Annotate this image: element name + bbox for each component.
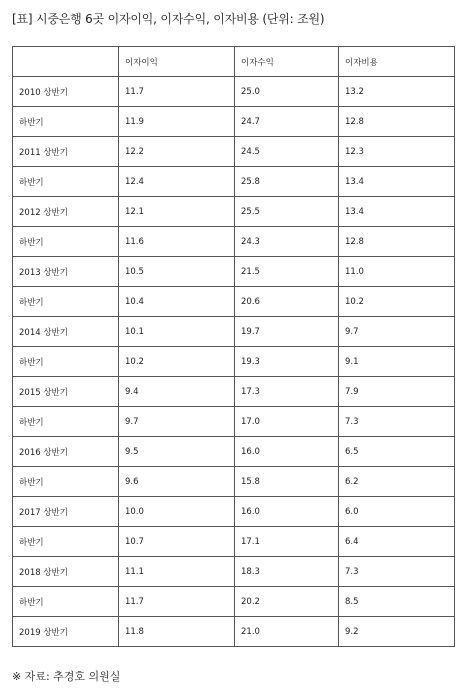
expense-cell: 10.2	[339, 287, 455, 317]
expense-cell: 6.0	[339, 497, 455, 527]
table-row	[13, 137, 455, 167]
period-cell: 하반기	[13, 347, 119, 377]
period-cell: 2010 상반기	[13, 77, 119, 107]
expense-cell: 11.0	[339, 257, 455, 287]
net-income-cell: 10.2	[119, 347, 235, 377]
table-row	[13, 437, 455, 467]
expense-cell: 7.3	[339, 407, 455, 437]
net-income-cell: 12.4	[119, 167, 235, 197]
period-cell: 하반기	[13, 107, 119, 137]
revenue-cell: 24.7	[235, 107, 339, 137]
expense-cell: 8.5	[339, 587, 455, 617]
source-note: ※ 자료: 추경호 의원실	[12, 670, 121, 683]
revenue-cell: 20.6	[235, 287, 339, 317]
table-row	[13, 407, 455, 437]
table-row	[13, 347, 455, 377]
net-income-cell: 11.9	[119, 107, 235, 137]
table-row	[13, 317, 455, 347]
period-cell: 하반기	[13, 587, 119, 617]
period-cell: 2014 상반기	[13, 317, 119, 347]
net-income-cell: 10.0	[119, 497, 235, 527]
period-cell: 2016 상반기	[13, 437, 119, 467]
expense-cell: 13.4	[339, 197, 455, 227]
table-row	[13, 587, 455, 617]
revenue-cell: 20.2	[235, 587, 339, 617]
net-income-cell: 10.7	[119, 527, 235, 557]
revenue-cell: 16.0	[235, 437, 339, 467]
revenue-cell: 24.5	[235, 137, 339, 167]
table-row	[13, 527, 455, 557]
table-row	[13, 377, 455, 407]
period-cell: 2017 상반기	[13, 497, 119, 527]
header-interest-revenue: 이자수익	[235, 47, 339, 77]
period-cell: 2012 상반기	[13, 197, 119, 227]
net-income-cell: 9.5	[119, 437, 235, 467]
table-row	[13, 77, 455, 107]
net-income-cell: 11.7	[119, 77, 235, 107]
expense-cell: 9.1	[339, 347, 455, 377]
net-income-cell: 11.6	[119, 227, 235, 257]
period-cell: 하반기	[13, 227, 119, 257]
period-cell: 하반기	[13, 287, 119, 317]
period-cell: 2013 상반기	[13, 257, 119, 287]
net-income-cell: 9.7	[119, 407, 235, 437]
table-row	[13, 287, 455, 317]
expense-cell: 12.8	[339, 107, 455, 137]
expense-cell: 7.9	[339, 377, 455, 407]
revenue-cell: 25.8	[235, 167, 339, 197]
net-income-cell: 9.4	[119, 377, 235, 407]
expense-cell: 13.2	[339, 77, 455, 107]
revenue-cell: 24.3	[235, 227, 339, 257]
period-cell: 2011 상반기	[13, 137, 119, 167]
revenue-cell: 17.0	[235, 407, 339, 437]
expense-cell: 6.4	[339, 527, 455, 557]
net-income-cell: 9.6	[119, 467, 235, 497]
expense-cell: 13.4	[339, 167, 455, 197]
expense-cell: 9.2	[339, 617, 455, 647]
period-cell: 하반기	[13, 467, 119, 497]
expense-cell: 7.3	[339, 557, 455, 587]
net-income-cell: 12.2	[119, 137, 235, 167]
net-income-cell: 10.1	[119, 317, 235, 347]
table-row	[13, 227, 455, 257]
header-interest-income-net: 이자이익	[119, 47, 235, 77]
expense-cell: 6.2	[339, 467, 455, 497]
expense-cell: 9.7	[339, 317, 455, 347]
table-row	[13, 257, 455, 287]
table-row	[13, 557, 455, 587]
expense-cell: 6.5	[339, 437, 455, 467]
table-row	[13, 497, 455, 527]
header-period	[13, 47, 119, 77]
revenue-cell: 21.5	[235, 257, 339, 287]
net-income-cell: 11.7	[119, 587, 235, 617]
expense-cell: 12.8	[339, 227, 455, 257]
net-income-cell: 11.8	[119, 617, 235, 647]
header-row	[13, 47, 455, 77]
net-income-cell: 10.5	[119, 257, 235, 287]
table-row	[13, 617, 455, 647]
revenue-cell: 21.0	[235, 617, 339, 647]
revenue-cell: 15.8	[235, 467, 339, 497]
table-row	[13, 107, 455, 137]
revenue-cell: 17.1	[235, 527, 339, 557]
period-cell: 하반기	[13, 527, 119, 557]
revenue-cell: 25.5	[235, 197, 339, 227]
revenue-cell: 19.3	[235, 347, 339, 377]
net-income-cell: 11.1	[119, 557, 235, 587]
expense-cell: 12.3	[339, 137, 455, 167]
period-cell: 2015 상반기	[13, 377, 119, 407]
revenue-cell: 18.3	[235, 557, 339, 587]
revenue-cell: 16.0	[235, 497, 339, 527]
revenue-cell: 17.3	[235, 377, 339, 407]
period-cell: 하반기	[13, 407, 119, 437]
net-income-cell: 12.1	[119, 197, 235, 227]
period-cell: 2019 상반기	[13, 617, 119, 647]
table-row	[13, 197, 455, 227]
table-row	[13, 167, 455, 197]
period-cell: 하반기	[13, 167, 119, 197]
header-interest-expense: 이자비용	[339, 47, 455, 77]
table-row	[13, 467, 455, 497]
interest-table	[12, 46, 455, 647]
revenue-cell: 25.0	[235, 77, 339, 107]
table-caption: [표] 시중은행 6곳 이자이익, 이자수익, 이자비용 (단위: 조원)	[12, 12, 325, 26]
revenue-cell: 19.7	[235, 317, 339, 347]
period-cell: 2018 상반기	[13, 557, 119, 587]
net-income-cell: 10.4	[119, 287, 235, 317]
